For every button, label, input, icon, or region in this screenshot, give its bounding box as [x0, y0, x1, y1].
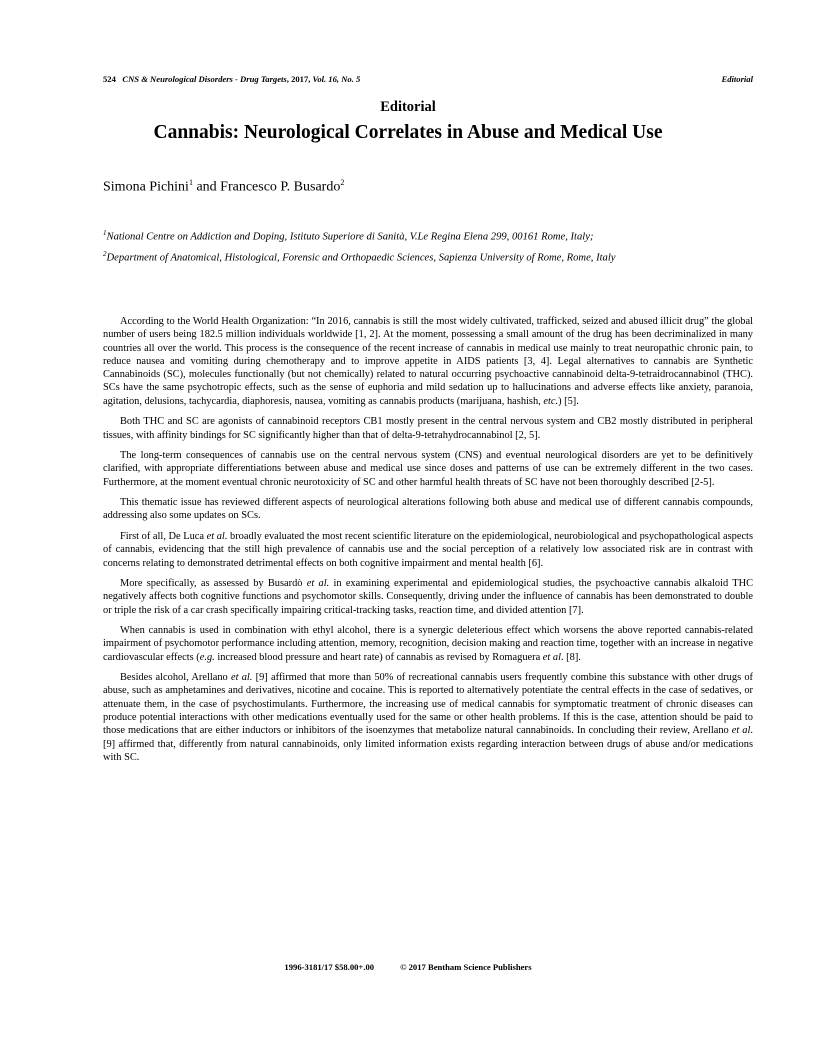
author-affiliation-mark: 1: [188, 178, 193, 187]
paragraph-text: increased blood pressure and heart rate) of cannabis as revised by Romaguera: [214, 651, 543, 663]
journal-volume: Vol. 16, No. 5: [312, 74, 361, 84]
page-footer: [0, 962, 816, 972]
article-body: [103, 315, 753, 771]
body-paragraph: [103, 496, 753, 523]
paragraph-text: When cannabis is used in combination with ethyl alcohol, there is a synergic deleterious effect which worsens the above reported cannabis-related impairment of psychomotor performance including attention, memory, recognition, decision making and reaction time, together with an increase in negative cardiovascular effects (: [103, 625, 753, 663]
italic-text: et al.: [206, 530, 228, 542]
affiliations: [103, 225, 715, 266]
affiliation-mark: 1: [103, 229, 107, 237]
author-name: Simona Pichini: [103, 179, 189, 195]
issn-price: 1996-3181/17 $58.00+.00: [284, 962, 375, 972]
paragraph-text: The long-term consequences of cannabis use on the central nervous system (CNS) and eventual neurological disorders are yet to be definitively clarified, with appropriate differentiations between abuse and medical use since doses and patterns of use can be extremely different in the two cases. Furthermore, at the moment eventual chronic neurotoxicity of SC and other harmful health threats of SC have not been thoroughly described [2-5].: [103, 450, 753, 488]
affiliation-text: Department of Anatomical, Histological, Forensic and Orthopaedic Sciences, Sapienza University of Rome, Rome, Italy: [106, 252, 616, 264]
paragraph-text: . [8].: [560, 651, 581, 663]
body-paragraph: [103, 530, 753, 570]
body-paragraph: [103, 624, 753, 664]
affiliation-text: National Centre on Addiction and Doping, Istituto Superiore di Sanità, V.Le Regina Elena 299, 00161 Rome, Italy;: [106, 231, 594, 243]
running-header: [103, 74, 753, 84]
paragraph-text: More specifically, as assessed by Busardò: [120, 577, 307, 589]
author-name: Francesco P. Busardo: [220, 179, 341, 195]
page-number: 524: [103, 74, 116, 84]
paragraph-text: First of all, De Luca: [120, 530, 207, 542]
body-paragraph: [103, 449, 753, 489]
paragraph-text: [9] affirmed that more than 50% of recreational cannabis users frequently combine this substance with other drugs of abuse, such as amphetamines and derivatives, nicotine and cocaine. This is reported to alternatively potentiate the central effects in the case of sedatives, or attenuate them, in the case of psychostimulants. Furthermore, the increasing use of medical cannabis for symptomatic treatment of chronic diseases can produce potential interactions with other medications eventually used for the same or other health problems. If this is the case, attention should be paid to those medications that are either inductors or inhibitors of the isoenzymes that metabolize natural cannabinoids. In concluding their review, Arellano: [103, 672, 754, 737]
journal-name: CNS & Neurological Disorders - Drug Targets: [122, 74, 287, 84]
article-title: Cannabis: Neurological Correlates in Abuse and Medical Use: [153, 122, 663, 143]
paragraph-text: in examining experimental and epidemiological studies, the psychoactive cannabis alkaloid THC negatively affects both cognitive functions and psychomotor skills. Consequently, driving under the influence of cannabis has been demonstrated to double or triple the risk of a car crash specifically impairing critical-tracking tasks, reaction time, and divided attention [7].: [103, 577, 754, 616]
copyright: © 2017 Bentham Science Publishers: [400, 962, 532, 972]
italic-text: et al.: [306, 577, 330, 589]
author-list: [103, 178, 344, 196]
affiliation: [103, 225, 715, 246]
journal-year: , 2017,: [286, 74, 313, 84]
italic-text: et al.: [230, 672, 253, 684]
author-joiner: and: [192, 179, 221, 195]
italic-text: et al: [731, 725, 751, 737]
italic-text: et al: [542, 651, 561, 663]
author-affiliation-mark: 2: [340, 178, 345, 187]
body-paragraph: [103, 577, 753, 617]
paragraph-text: Both THC and SC are agonists of cannabinoid receptors CB1 mostly present in the central nervous system and CB2 mostly distributed in peripheral tissues, with affinity bindings for SC significantly higher than that of delta-9-tetrahydrocannabinol [2, 5].: [103, 416, 753, 441]
paragraph-text: According to the World Health Organization: “In 2016, cannabis is still the most widely cultivated, trafficked, seized and abused illicit drug” the global number of users being 182.5 million individuals worldwide [1, 2]. At the moment, possessing a small amount of the drug has been decriminalized in many countries all over the world. This process is the consequence of the recent increase of cannabis in medical use mainly to treat neuropathic chronic pain, to reduce nausea and vomiting during chemotherapy and to improve appetite in AIDS patients [3, 4]. Legal alternatives to cannabis are Synthetic Cannabinoids (SC), molecules functionally (but not chemically) related to natural occurring psychoactive cannabinoid delta-9-tetraidrocannabinol (THC). SCs have the same psychotropic effects, such as the sense of euphoria and mild sedation up to hallucinations and adverse effects like anxiety, paranoia, agitation, delusions, tachycardia, diaphoresis, nausea, vomiting as cannabis products (marijuana, hashish,: [103, 316, 753, 407]
paragraph-text: This thematic issue has reviewed different aspects of neurological alterations following both abuse and medical use of different cannabis compounds, addressing also some updates on SCs.: [103, 497, 753, 522]
body-paragraph: [103, 671, 753, 764]
affiliation-mark: 2: [103, 249, 107, 258]
italic-text: e.g.: [199, 651, 215, 663]
paragraph-text: ) [5].: [558, 395, 579, 407]
body-paragraph: [103, 315, 753, 408]
body-paragraph: [103, 415, 753, 442]
running-header-section: Editorial: [721, 74, 753, 84]
paragraph-text: Besides alcohol, Arellano: [120, 672, 231, 684]
running-header-citation: [103, 74, 360, 84]
article-type: Editorial: [380, 99, 436, 115]
paragraph-text: broadly evaluated the most recent scientific literature on the epidemiological, neurobiological and psychopathological aspects of cannabis, evidencing that the still high prevalence of cannabis use and the social perception of a relatively low associated risk are in contrast with concerns relating to demonstrated detrimental effects on both cognitive impairment and mental health [6].: [103, 530, 753, 569]
affiliation: [103, 246, 715, 267]
paragraph-text: . [9] affirmed that, differently from natural cannabinoids, only limited information exists regarding interaction between drugs of abuse and/or medications with SC.: [103, 725, 753, 763]
italic-text: etc.: [543, 395, 559, 407]
